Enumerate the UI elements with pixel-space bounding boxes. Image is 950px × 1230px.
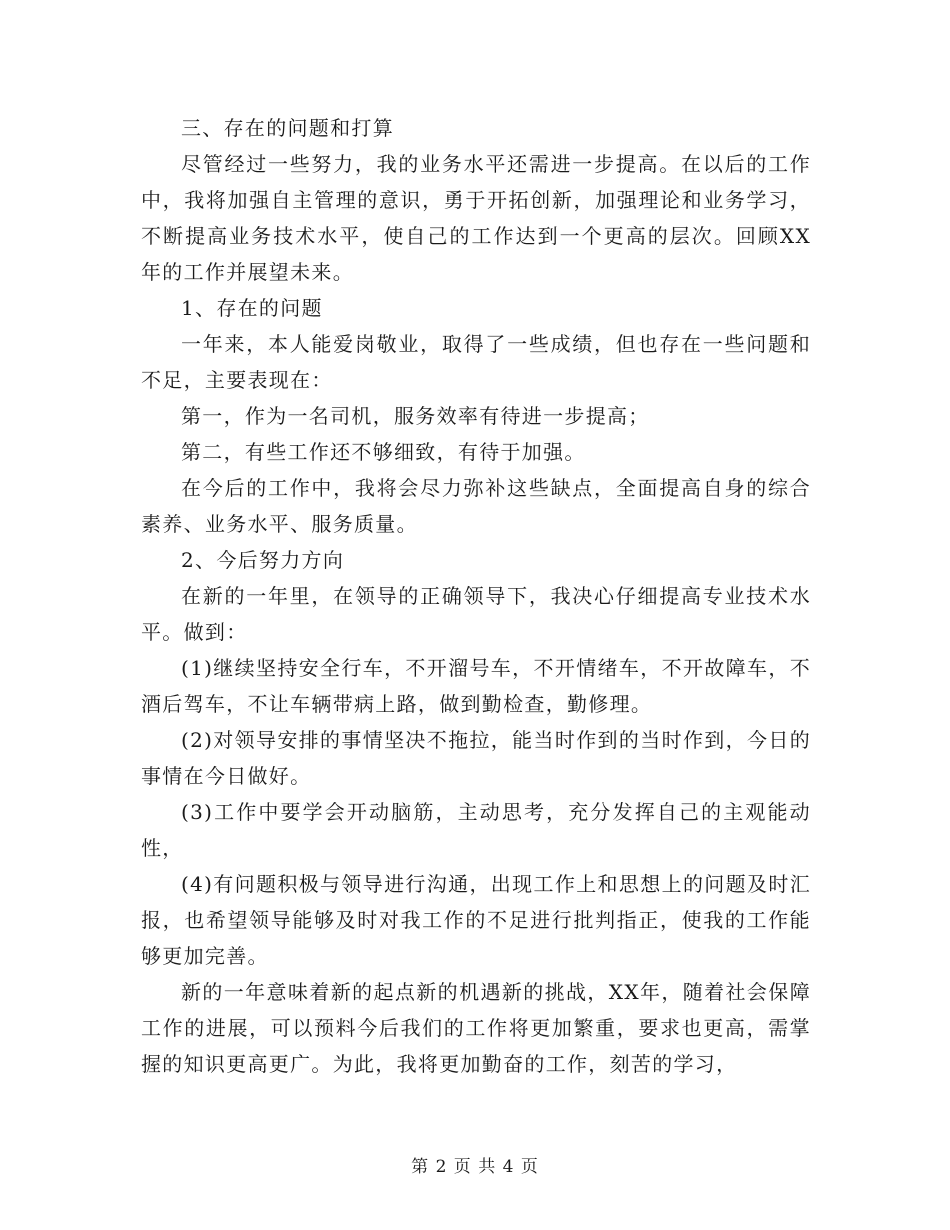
paragraph: 尽管经过一些努力，我的业务水平还需进一步提高。在以后的工作中，我将加强自主管理的意识，勇于开拓创新，加强理论和业务学习，不断提高业务技术水平，使自己的工作达到一个更高的层次。回顾XX年的工作并展望未来。	[141, 152, 811, 284]
paragraph: 新的一年意味着新的起点新的机遇新的挑战，XX年，随着社会保障工作的进展，可以预料今后我们的工作将更加繁重，要求也更高，需掌握的知识更高更广。为此，我将更加勤奋的工作，刻苦的学习，	[141, 980, 811, 1076]
paragraph: 一年来，本人能爱岗敬业，取得了一些成绩，但也存在一些问题和不足，主要表现在：	[141, 332, 811, 392]
paragraph: 在新的一年里，在领导的正确领导下，我决心仔细提高专业技术水平。做到：	[141, 584, 811, 644]
section-heading: 三、存在的问题和打算	[181, 116, 394, 140]
page-number-footer: 第 2 页 共 4 页	[411, 1157, 539, 1177]
list-item: (1)继续坚持安全行车，不开溜号车，不开情绪车，不开故障车，不酒后驾车，不让车辆带病上路，做到勤检查，勤修理。	[141, 656, 811, 716]
paragraph: 在今后的工作中，我将会尽力弥补这些缺点，全面提高自身的综合素养、业务水平、服务质量。	[141, 476, 811, 536]
paragraph: 第一，作为一名司机，服务效率有待进一步提高；	[181, 404, 650, 428]
document-body	[141, 110, 811, 1082]
paragraph: 第二，有些工作还不够细致，有待于加强。	[181, 440, 586, 464]
subsection-heading: 2、今后努力方向	[181, 548, 345, 572]
list-item: (3)工作中要学会开动脑筋，主动思考，充分发挥自己的主观能动性，	[141, 800, 811, 860]
subsection-heading: 1、存在的问题	[181, 296, 323, 320]
list-item: (4)有问题积极与领导进行沟通，出现工作上和思想上的问题及时汇报，也希望领导能够及时对我工作的不足进行批判指正，使我的工作能够更加完善。	[141, 872, 811, 968]
list-item: (2)对领导安排的事情坚决不拖拉，能当时作到的当时作到，今日的事情在今日做好。	[141, 728, 811, 788]
